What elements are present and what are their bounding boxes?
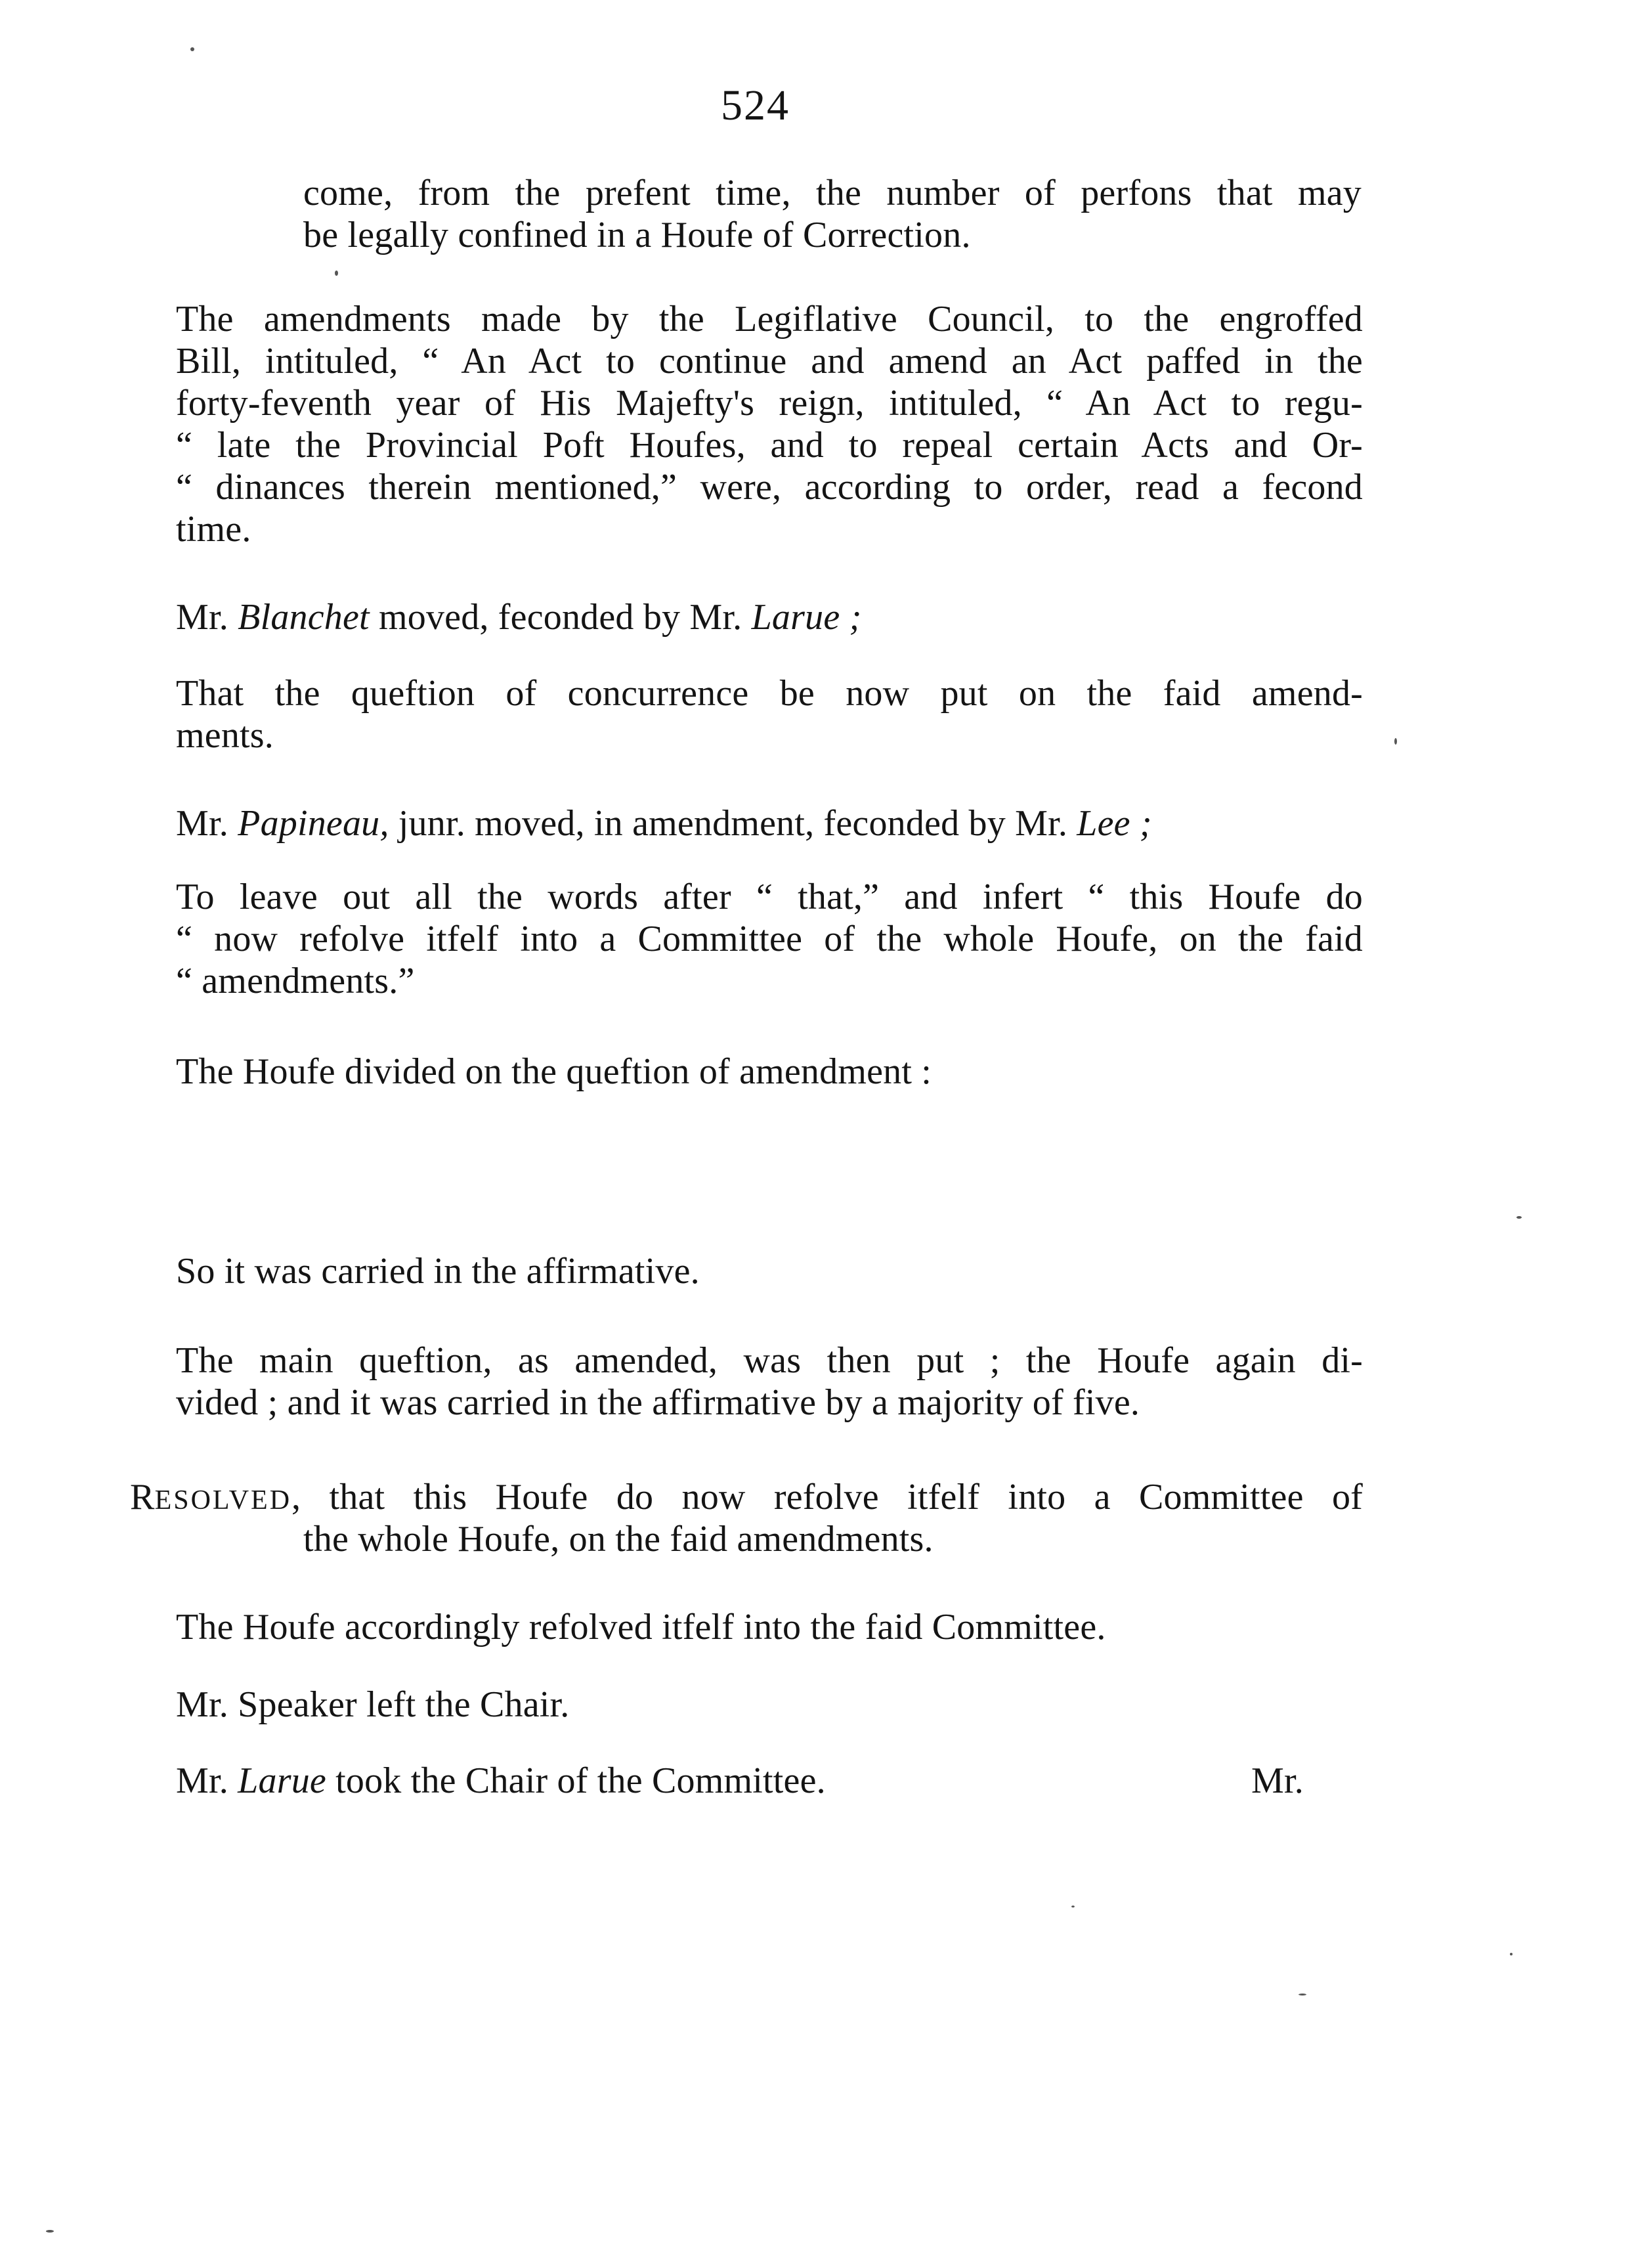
paragraph-line: come, from the prefent time, the number of perfons that may [303,173,1362,213]
paragraph-line: forty-feventh year of His Majefty's reign, intituled, “ An Act to regu- [176,383,1363,424]
motion-prefix: Mr. [176,597,238,638]
paragraph-line: ments. [176,715,274,756]
paragraph-line: The Houfe divided on the queftion of amendment : [176,1051,932,1092]
paragraph-line: “ dinances therein mentioned,” were, according to order, read a fecond [176,467,1363,508]
resolution-text: , that this Houfe do now refolve itfelf into a Committee of [291,1477,1363,1517]
page-number: 524 [721,81,790,129]
paragraph-line: That the queftion of concurrence be now put on the faid amend- [176,673,1363,714]
line-text: took the Chair of the Committee. [326,1760,826,1801]
paragraph-line: “ late the Provincial Poft Houfes, and to repeal certain Acts and Or- [176,425,1363,466]
paragraph-line: To leave out all the words after “ that,” and infert “ this Houfe do [176,877,1363,917]
paragraph-line: “ amendments.” [176,961,415,1001]
mover-name: Papineau, [238,803,389,844]
paragraph-line: “ now refolve itfelf into a Committee of the whole Houfe, on the faid [176,919,1363,959]
line-prefix: Mr. [176,1760,238,1801]
scan-speck [1510,1953,1513,1955]
paragraph-line: The Houfe accordingly refolved itfelf into the faid Committee. [176,1607,1106,1647]
paragraph-line [176,1762,826,1799]
paragraph-line: The main queftion, as amended, was then put ; the Houfe again di- [176,1340,1363,1381]
paragraph-line: be legally confined in a Houfe of Correction. [303,215,971,255]
motion-text: moved, feconded by Mr. [369,597,752,638]
scan-speck [46,2230,54,2233]
seconder-name: Lee ; [1077,803,1152,844]
motion-line [176,805,1152,842]
paragraph-line: The amendments made by the Legiflative Council, to the engroffed [176,299,1363,339]
resolved-smallcaps: ESOLVED [154,1485,292,1516]
scan-speck [335,271,338,276]
scan-speck [190,47,194,51]
seconder-name: Larue ; [751,597,862,638]
paragraph-line: So it was carried in the affirmative. [176,1251,700,1292]
scan-speck [1071,1906,1075,1908]
motion-text: junr. moved, in amendment, feconded by Mr. [389,803,1077,844]
scan-speck [1516,1216,1522,1219]
motion-prefix: Mr. [176,803,238,844]
paragraph-line: time. [176,509,251,550]
chair-name: Larue [238,1760,326,1801]
resolved-initial: R [130,1477,155,1517]
scan-speck [1394,738,1397,745]
paragraph-line: Bill, intituled, “ An Act to continue and amend an Act paffed in the [176,341,1363,382]
resolution-line [130,1479,1363,1516]
paragraph-line: the whole Houfe, on the faid amendments. [303,1519,934,1559]
scan-speck [1299,1994,1306,1995]
mover-name: Blanchet [238,597,370,638]
paragraph-line: vided ; and it was carried in the affirmative by a majority of five. [176,1382,1140,1423]
paragraph-line: Mr. Speaker left the Chair. [176,1684,570,1725]
catchword: Mr. [1251,1760,1304,1801]
motion-line [176,599,861,636]
